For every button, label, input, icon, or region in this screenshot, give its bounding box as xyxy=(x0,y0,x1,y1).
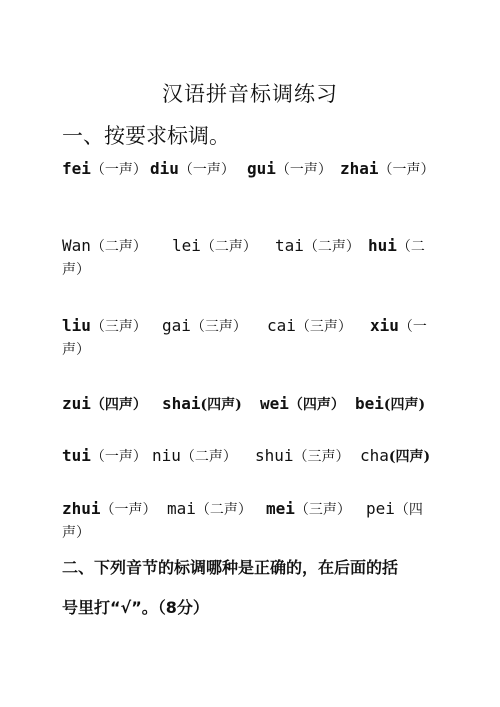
tone-label: （四声） xyxy=(288,397,345,413)
section-2-heading-line-2: 号里打“√”。（8分） xyxy=(62,598,209,617)
wrapped-tone-text: 声） xyxy=(62,525,90,541)
exercise-item xyxy=(247,156,332,183)
exercise-item xyxy=(267,313,352,340)
exercise-item xyxy=(340,156,435,183)
wrapped-tone-text: 声） xyxy=(62,262,90,278)
exercise-item xyxy=(62,156,147,183)
exercise-item xyxy=(162,391,242,418)
pinyin-syllable: bei xyxy=(355,394,384,413)
wrapped-tone-text: 声） xyxy=(62,342,90,358)
exercise-item xyxy=(62,233,147,260)
tone-label: （三声） xyxy=(294,502,351,518)
exercise-item xyxy=(368,233,425,260)
pinyin-syllable: mai xyxy=(167,499,196,518)
tone-label: （三声） xyxy=(295,319,352,335)
pinyin-syllable: gai xyxy=(162,316,191,335)
pinyin-syllable: diu xyxy=(150,159,179,178)
tone-label: （二声） xyxy=(195,502,252,518)
tone-label: （二声） xyxy=(303,239,360,255)
pinyin-syllable: gui xyxy=(247,159,276,178)
pinyin-syllable: pei xyxy=(366,499,395,518)
pinyin-syllable: shui xyxy=(255,446,294,465)
tone-label: （二声） xyxy=(180,449,237,465)
exercise-item xyxy=(366,496,423,523)
exercise-item xyxy=(370,313,427,340)
exercise-item xyxy=(260,391,345,418)
tone-label: （一声） xyxy=(90,449,147,465)
pinyin-syllable: Wan xyxy=(62,236,91,255)
exercise-item xyxy=(266,496,351,523)
pinyin-syllable: shai xyxy=(162,394,201,413)
exercise-item xyxy=(152,443,237,470)
tone-label: （一声） xyxy=(100,502,157,518)
tone-label: （三声） xyxy=(90,319,147,335)
exercise-item xyxy=(275,233,360,260)
tone-label: （二 xyxy=(396,239,425,255)
tone-label: (四声) xyxy=(200,397,242,413)
pinyin-syllable: zui xyxy=(62,394,91,413)
exercise-item xyxy=(62,391,147,418)
tone-label: （三声） xyxy=(190,319,247,335)
exercise-item xyxy=(62,443,147,470)
pinyin-syllable: tui xyxy=(62,446,91,465)
pinyin-syllable: mei xyxy=(266,499,295,518)
exercise-item xyxy=(355,391,425,418)
tone-label: （二声） xyxy=(90,239,147,255)
section-1-heading: 一、按要求标调。 xyxy=(62,124,230,148)
tone-label: （一声） xyxy=(178,162,235,178)
pinyin-syllable: fei xyxy=(62,159,91,178)
page-title: 汉语拼音标调练习 xyxy=(162,82,338,106)
exercise-item xyxy=(62,496,157,523)
pinyin-syllable: xiu xyxy=(370,316,399,335)
tone-label: (四声) xyxy=(388,449,431,465)
pinyin-syllable: liu xyxy=(62,316,91,335)
exercise-item xyxy=(167,496,252,523)
tone-label: （四 xyxy=(394,502,423,518)
exercise-item xyxy=(255,443,350,470)
pinyin-syllable: lei xyxy=(172,236,201,255)
tone-label: （四声） xyxy=(90,397,147,413)
tone-label: （一声） xyxy=(90,162,147,178)
exercise-item xyxy=(360,443,430,470)
pinyin-syllable: zhai xyxy=(340,159,379,178)
pinyin-syllable: wei xyxy=(260,394,289,413)
exercise-item xyxy=(62,313,147,340)
exercise-item xyxy=(162,313,247,340)
pinyin-syllable: cha xyxy=(360,446,389,465)
pinyin-syllable: cai xyxy=(267,316,296,335)
pinyin-syllable: zhui xyxy=(62,499,101,518)
pinyin-syllable: hui xyxy=(368,236,397,255)
exercise-item xyxy=(172,233,257,260)
pinyin-syllable: tai xyxy=(275,236,304,255)
tone-label: （一声） xyxy=(378,162,435,178)
tone-label: （一 xyxy=(398,319,427,335)
pinyin-syllable: niu xyxy=(152,446,181,465)
tone-label: （三声） xyxy=(293,449,350,465)
tone-label: （一声） xyxy=(275,162,332,178)
tone-label: (四声) xyxy=(383,397,426,413)
tone-label: （二声） xyxy=(200,239,257,255)
exercise-item xyxy=(150,156,235,183)
section-2-heading-line-1: 二、下列音节的标调哪种是正确的，在后面的括 xyxy=(62,558,399,577)
